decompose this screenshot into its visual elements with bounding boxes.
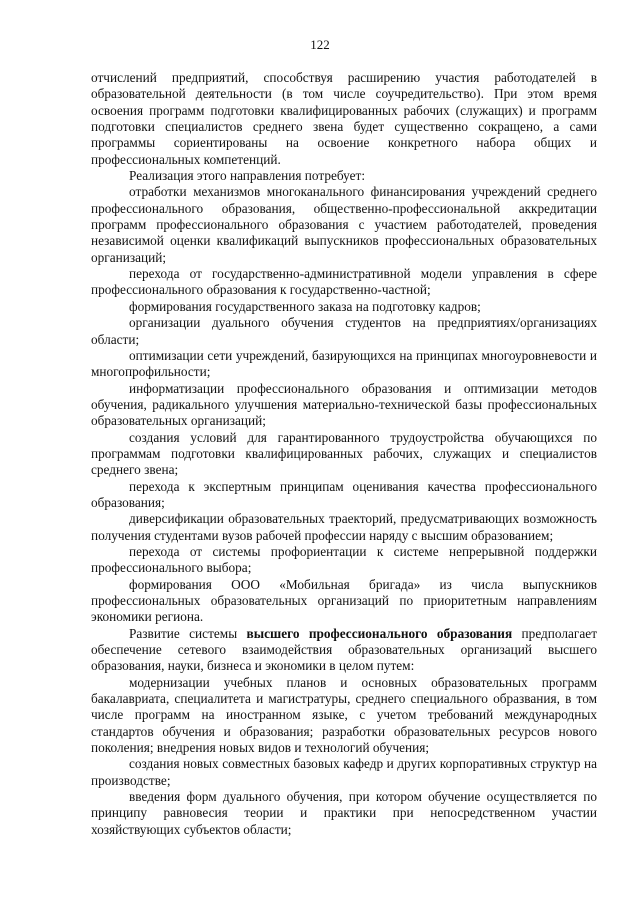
list-item: создания условий для гарантированного трудоустройства обучающихся по программам подготовки квалифицированных рабочих, служащих и специалистов среднего звена; <box>91 429 597 478</box>
higher-ed-prefix: Развитие системы <box>129 625 247 641</box>
list-item: организации дуального обучения студентов на предприятиях/организациях области; <box>91 315 597 347</box>
list-item: перехода от государственно-административной модели управления в сфере профессионального образования к государственно-частной; <box>91 266 597 298</box>
list-item: информатизации профессионального образования и оптимизации методов обучения, радикального улучшения материально-технической базы профессиональных образовательных организаций; <box>91 380 597 429</box>
list-item: модернизации учебных планов и основных образовательных программ бакалавриата, специалитета и магистратуры, среднего специального образвания, в том числе программ на иностранном языке, с учетом требований международных стандартов обучения и образования; разработки образовательных ресурсов нового поколения; внедрения новых видов и технологий обучения; <box>91 674 597 756</box>
list-item: перехода к экспертным принципам оценивания качества профессионального образования; <box>91 478 597 510</box>
higher-ed-bold-term: высшего профессионального образования <box>246 625 513 641</box>
list-item: отработки механизмов многоканального финансирования учреждений среднего профессионального образования, общественно-профессиональной аккредитации программ профессионального образования с участием работодателей, проведения независимой оценки квалификаций выпускников профессиональных образовательных организаций; <box>91 184 597 265</box>
list-item: создания новых совместных базовых кафедр и других корпоративных структур на производстве; <box>91 756 597 788</box>
paragraph-continuation: отчислений предприятий, способствуя расширению участия работодателей в образовательной деятельности (в том числе соучредительство). При этом время освоения программ подготовки квалифицированных рабочих (служащих) и программ подготовки специалистов среднего звена будет существенно сокращено, а сами программы сориентированы на освоение конкретного набора общих и профессиональных компетенций. <box>91 70 597 167</box>
list-item: оптимизации сети учреждений, базирующихся на принципах многоуровневости и многопрофильности; <box>91 347 597 380</box>
list-item: формирования ООО «Мобильная бригада» из числа выпускников профессиональных образовательных организаций по приоритетным направлениям экономики региона. <box>91 576 597 625</box>
list-item: введения форм дуального обучения, при котором обучение осуществляется по принципу равновесия теории и практики при непосредственном участии хозяйствующих субъектов области; <box>91 789 597 837</box>
list-item: формирования государственного заказа на подготовку кадров; <box>129 298 481 314</box>
paragraph-higher-education <box>91 626 597 675</box>
page-number: 122 <box>310 37 330 52</box>
document-body <box>91 70 597 838</box>
list-item: перехода от системы профориентации к системе непрерывной поддержки профессионального выбора; <box>91 543 597 576</box>
list-item: диверсификации образовательных траекторий, предусматривающих возможность получения студентами вузов рабочей профессии наряду с высшим образованием; <box>91 511 597 543</box>
paragraph-intro: Реализация этого направления потребует: <box>129 168 366 184</box>
higher-ed-suffix: предполагает обеспечение сетевого взаимодействия образовательных организаций высшего образования, науки, бизнеса и экономики в целом путем: <box>91 625 598 674</box>
